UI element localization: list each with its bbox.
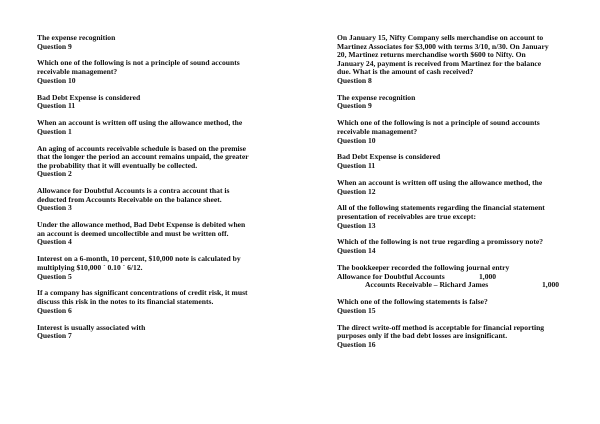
question-number: Question 7 [37,331,72,341]
question-text-line: If a company has significant concentrations of credit risk, it must [37,288,248,298]
question-text-line: The expense recognition [337,92,416,102]
question-text-line: 20, Martinez returns merchandise worth $600 to Nifty. On [337,50,526,60]
question-text-line: purposes only if the bad debt losses are insignificant. [337,331,508,341]
question-block [37,145,297,179]
question-number: Question 9 [37,41,72,51]
question-text-line: Which one of the following is not a principle of sound accounts [37,58,240,68]
left-column [37,34,297,349]
question-block [37,187,297,213]
question-number: Question 16 [337,339,376,349]
journal-credit-amount: 1,000 [542,280,560,290]
question-text-line: Martinez Associates for $3,000 with terms 3/10, n/30. On January [337,41,549,51]
question-text-line: On January 15, Nifty Company sells merchandise on account to [337,33,544,42]
question-number: Question 13 [337,220,376,230]
question-text-line: Which of the following is not true regarding a promissory note? [337,237,544,247]
right-column-top-blocks [337,34,567,256]
right-column [337,34,567,358]
question-text-line: receivable management? [37,67,118,77]
question-block [337,179,567,196]
question-text-line: The expense recognition [37,33,116,42]
question-text-line: receivable management? [337,126,418,136]
question-text-line: Allowance for Doubtful Accounts is a contra account that is [37,186,230,196]
question-block [337,119,567,145]
question-text-line: When an account is written off using the allowance method, the [337,177,543,187]
question-text-line: discuss this risk in the notes to its financial statements. [37,297,214,307]
question-block [337,94,567,111]
right-column-bottom-blocks [337,298,567,349]
journal-credit-account: Accounts Receivable – Richard James [365,280,489,290]
question-text-line: January 24, payment is received from Martinez for the balance [337,58,542,68]
question-text-line: An aging of accounts receivable schedule is based on the premise [37,143,246,153]
question-block [37,94,297,111]
question-text-line: Bad Debt Expense is considered [337,152,441,162]
question-number: Question 6 [37,305,72,315]
question-block [37,289,297,315]
question-block [37,324,297,341]
question-text-line: When an account is written off using the allowance method, the [37,118,243,128]
question-number: Question 15 [337,305,376,315]
journal-entry-block [337,264,567,290]
journal-credit-line [337,281,567,290]
question-text-line: presentation of receivables are true except: [337,211,476,221]
question-block [337,204,567,230]
question-text-line: an account is deemed uncollectible and must be written off. [37,228,229,238]
question-text-line: multiplying $10,000 ´ 0.10 ´ 6/12. [37,262,143,272]
question-number: Question 2 [37,169,72,179]
question-number: Question 5 [37,271,72,281]
question-number: Question 11 [337,161,376,171]
question-number: Question 4 [37,237,72,247]
journal-debit-amount: 1,000 [479,271,497,281]
question-block [337,153,567,170]
question-text-line: Interest on a 6-month, 10 percent, $10,000 note is calculated by [37,254,241,264]
question-text-line: the probability that it will eventually be collected. [37,160,198,170]
question-number: Question 10 [337,135,376,145]
journal-intro: The bookkeeper recorded the following journal entry [337,262,510,272]
question-text-line: Under the allowance method, Bad Debt Expense is debited when [37,220,246,230]
question-text-line: The direct write-off method is acceptable for financial reporting [337,322,545,332]
question-block [337,324,567,350]
question-number: Question 11 [37,101,76,111]
question-number: Question 3 [37,203,72,213]
question-number: Question 10 [37,75,76,85]
question-block [337,238,567,255]
question-text-line: due. What is the amount of cash received? [337,67,474,77]
question-text-line: deducted from Accounts Receivable on the balance sheet. [37,194,222,204]
question-text-line: that the longer the period an account remains unpaid, the greater [37,152,249,162]
question-block [37,34,297,51]
question-block [37,59,297,85]
question-text-line: All of the following statements regarding the financial statement [337,203,545,213]
question-block [37,119,297,136]
question-text-line: Which one of the following is not a principle of sound accounts [337,118,540,128]
question-number: Question 9 [337,101,372,111]
question-text-line: Interest is usually associated with [37,322,146,332]
question-block [337,298,567,315]
question-block [37,255,297,281]
question-number: Question 8 [337,75,372,85]
journal-debit-account: Allowance for Doubtful Accounts [337,271,445,281]
question-number: Question 12 [337,186,376,196]
question-text-line: Which one of the following statements is false? [337,297,488,307]
question-number: Question 1 [37,126,72,136]
question-number: Question 14 [337,246,376,256]
question-text-line: Bad Debt Expense is considered [37,92,141,102]
question-block [37,221,297,247]
question-block [337,34,567,86]
